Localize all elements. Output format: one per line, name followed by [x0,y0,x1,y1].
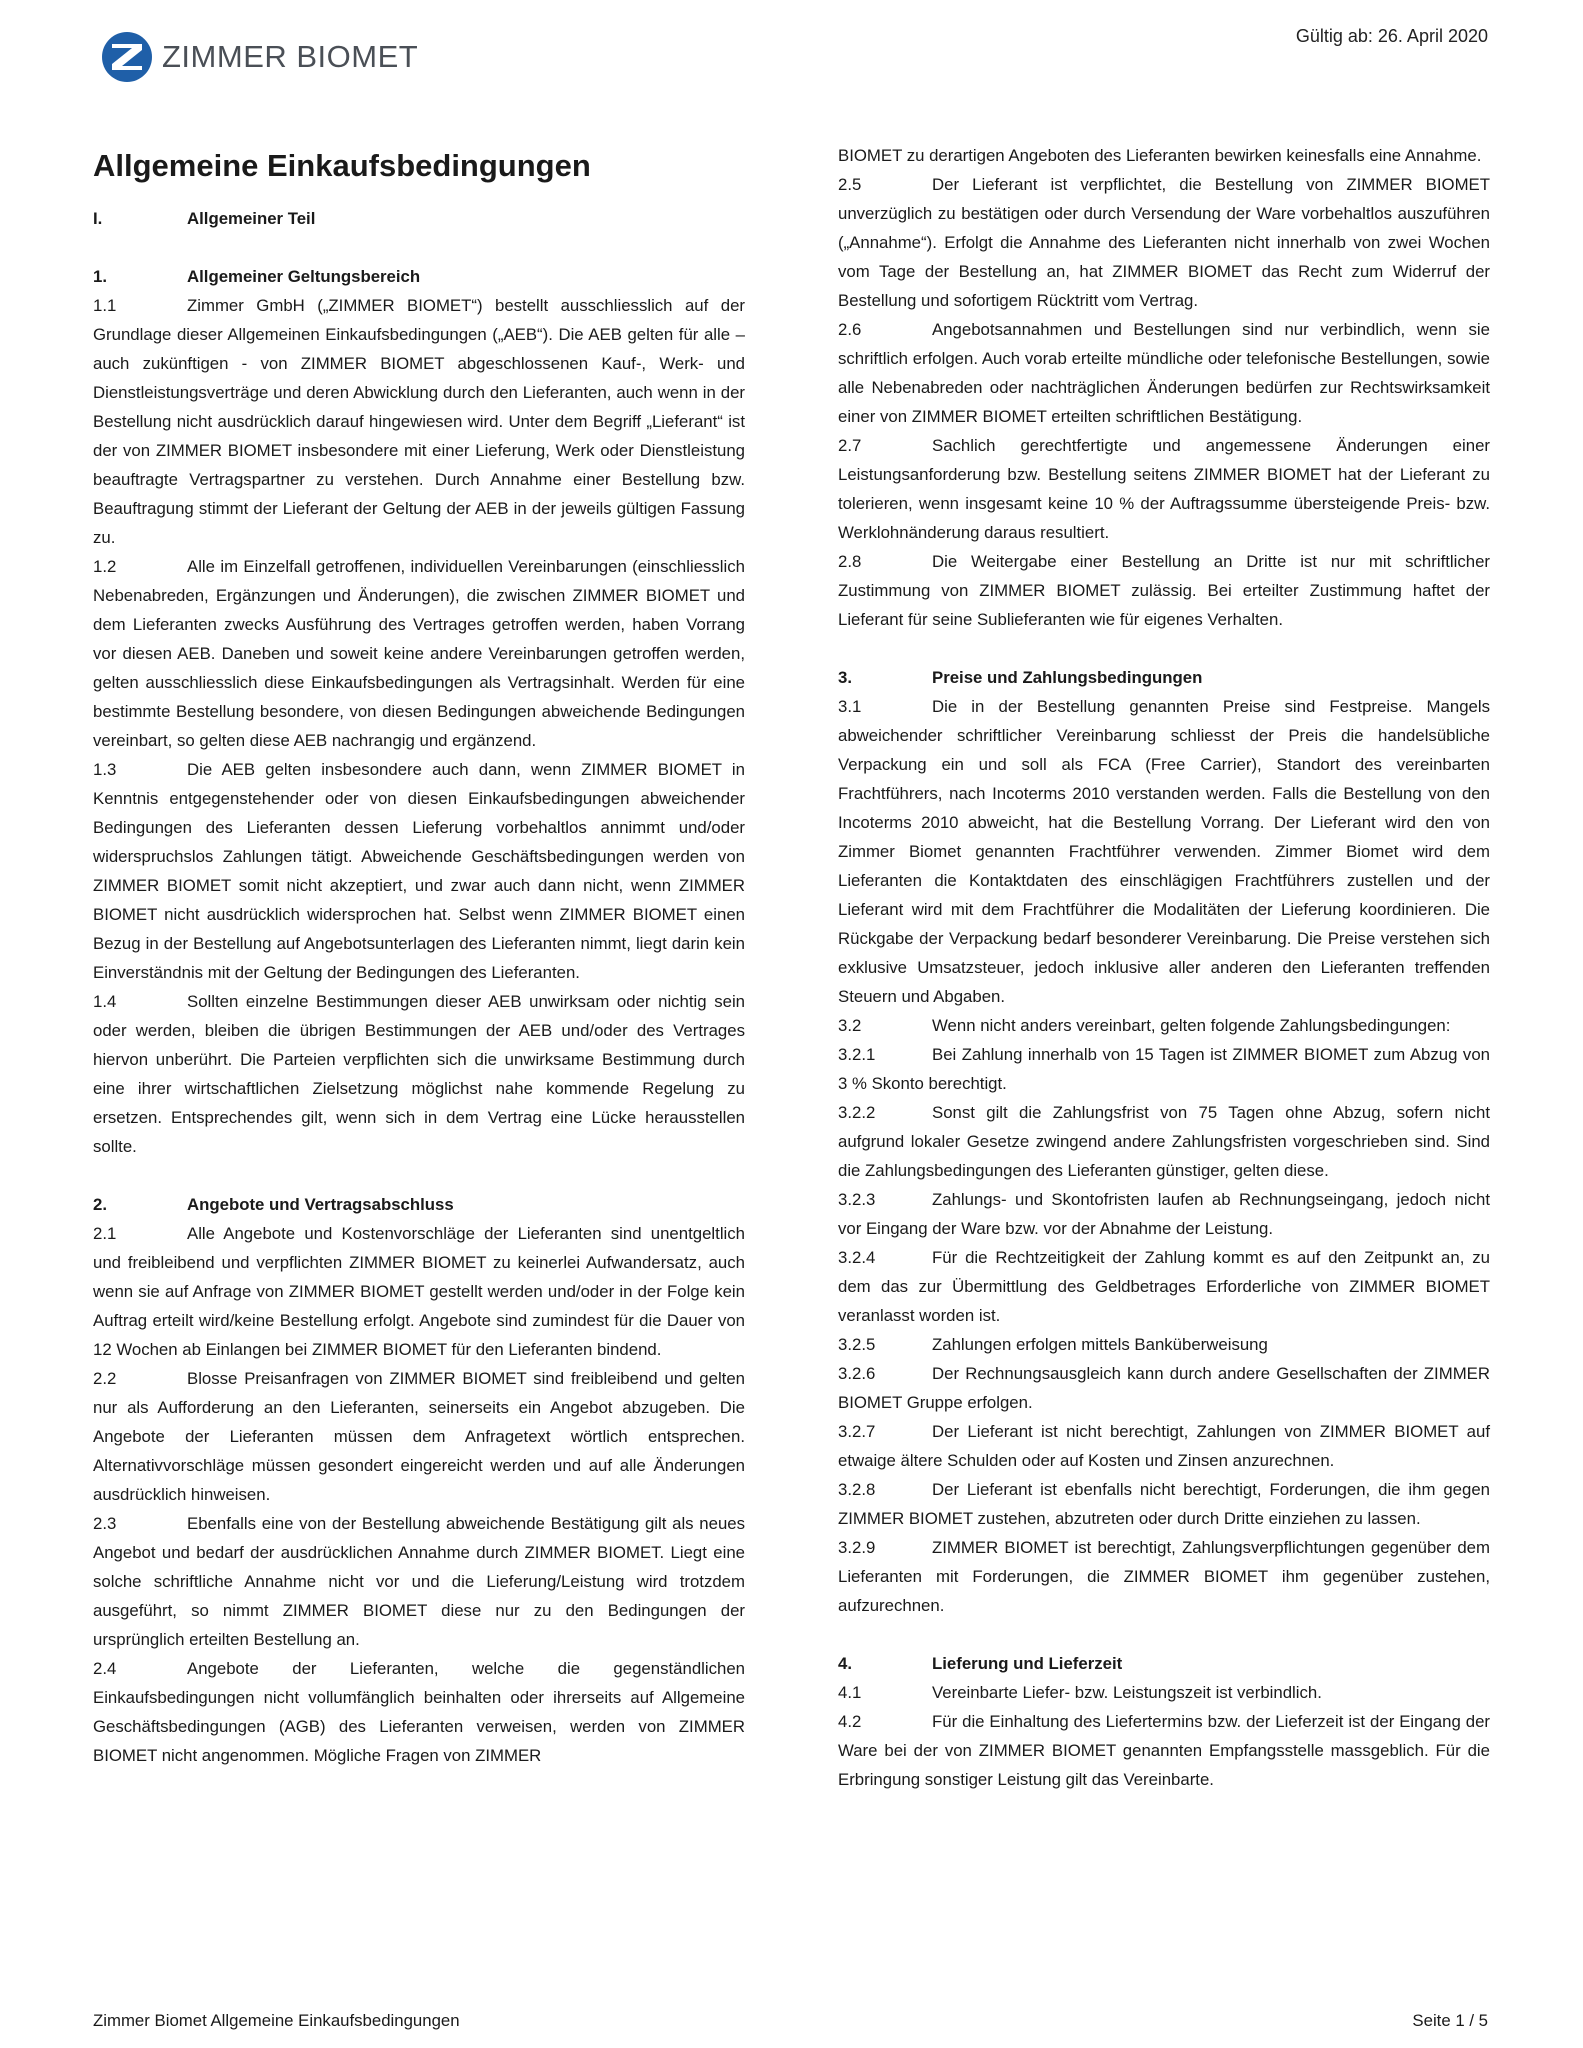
clause-paragraph [838,141,1490,170]
clause-paragraph [93,987,745,1161]
clause-paragraph [93,552,745,755]
clause-number: 4.1 [838,1683,862,1702]
clause-text: Blosse Preisanfragen von ZIMMER BIOMET sind freibleibend und gelten nur als Aufforderung an den Lieferanten, seinerseits ein Angebot abzugeben. Die Angebote der Lieferanten müssen dem Anfragetext wörtlich entsprechen. Alternativvorschläge müssen gesondert eingereicht werden und auf alle Änderungen ausdrücklich hinweisen. [93,1369,745,1504]
clause-text: Sollten einzelne Bestimmungen dieser AEB unwirksam oder nichtig sein oder werden, bleiben die übrigen Bestimmungen der AEB und/oder des Vertrages hiervon unberührt. Die Parteien verpflichten sich die unwirksame Bestimmung durch eine ihrer wirtschaftlichen Zielsetzung möglichst nahe kommende Regelung zu ersetzen. Entsprechendes gilt, wenn sich in dem Vertrag eine Lücke herausstellen sollte. [93,992,745,1156]
clause-text: Ebenfalls eine von der Bestellung abweichende Bestätigung gilt als neues Angebot und bedarf der ausdrücklichen Annahme durch ZIMMER BIOMET. Liegt eine solche schriftliche Annahme nicht vor und die Lieferung/Leistung wird trotzdem ausgeführt, so nimmt ZIMMER BIOMET diese nur zu den Bedingungen der ursprünglich erteilten Bestellung an. [93,1514,745,1649]
clause-paragraph [838,1359,1490,1417]
clause-text: Lieferung und Lieferzeit [932,1654,1123,1673]
section-heading [838,663,1490,692]
clause-number: 4. [838,1654,852,1673]
clause-paragraph [93,1509,745,1654]
clause-text: Bei Zahlung innerhalb von 15 Tagen ist ZIMMER BIOMET zum Abzug von 3 % Skonto berechtigt. [838,1045,1490,1093]
left-column [93,138,745,1770]
clause-paragraph [838,1330,1490,1359]
clause-number: 3.2.1 [838,1045,876,1064]
clause-number: 3.2.5 [838,1335,876,1354]
clause-number: 2.4 [93,1659,117,1678]
spacer [93,233,745,262]
clause-number: 1. [93,267,107,286]
zimmer-biomet-logo-icon [100,30,154,84]
clause-number: 2.5 [838,175,862,194]
clause-text: Wenn nicht anders vereinbart, gelten folgende Zahlungsbedingungen: [932,1016,1451,1035]
clause-paragraph [838,1678,1490,1707]
clause-paragraph [838,1243,1490,1330]
clause-paragraph [93,1364,745,1509]
clause-text: Der Lieferant ist nicht berechtigt, Zahlungen von ZIMMER BIOMET auf etwaige ältere Schulden oder auf Kosten und Zinsen anzurechnen. [838,1422,1490,1470]
clause-paragraph [838,547,1490,634]
clause-text: Die Weitergabe einer Bestellung an Dritte ist nur mit schriftlicher Zustimmung von ZIMMER BIOMET zulässig. Bei erteilter Zustimmung haftet der Lieferant für seine Sublieferanten wie für eigenes Verhalten. [838,552,1490,629]
spacer [838,634,1490,663]
clause-number: 2.7 [838,436,862,455]
logo-text: ZIMMER BIOMET [162,39,419,74]
clause-text: Zahlungs- und Skontofristen laufen ab Rechnungseingang, jedoch nicht vor Eingang der Ware bzw. vor der Abnahme der Leistung. [838,1190,1490,1238]
clause-number: 3.2.4 [838,1248,876,1267]
clause-paragraph [838,692,1490,1011]
document-title: Allgemeine Einkaufsbedingungen [93,148,591,183]
section-heading [93,262,745,291]
clause-paragraph [838,1185,1490,1243]
footer-document-name: Zimmer Biomet Allgemeine Einkaufsbedingungen [93,2011,460,2030]
clause-text: BIOMET zu derartigen Angeboten des Lieferanten bewirken keinesfalls eine Annahme. [838,146,1482,165]
left-column-content [93,204,745,1770]
clause-number: 4.2 [838,1712,862,1731]
clause-paragraph [93,755,745,987]
clause-paragraph [838,1011,1490,1040]
clause-paragraph [93,291,745,552]
clause-paragraph [838,1417,1490,1475]
section-heading [93,1190,745,1219]
clause-paragraph [838,1707,1490,1794]
clause-number: 1.3 [93,760,117,779]
clause-paragraph [838,170,1490,315]
clause-text: Vereinbarte Liefer- bzw. Leistungszeit ist verbindlich. [932,1683,1322,1702]
spacer [838,1620,1490,1649]
spacer [93,1161,745,1190]
clause-paragraph [838,1533,1490,1620]
company-logo [100,30,418,84]
clause-number: 2.6 [838,320,862,339]
clause-text: Der Lieferant ist ebenfalls nicht berechtigt, Forderungen, die ihm gegen ZIMMER BIOMET zustehen, abzutreten oder durch Dritte einziehen zu lassen. [838,1480,1490,1528]
clause-text: Alle Angebote und Kostenvorschläge der Lieferanten sind unentgeltlich und freibleibend und verpflichten ZIMMER BIOMET zu keinerlei Aufwandersatz, auch wenn sie auf Anfrage von ZIMMER BIOMET gestellt werden und/oder in der Folge kein Auftrag erteilt wird/keine Bestellung erfolgt. Angebote sind zumindest für die Dauer von 12 Wochen ab Einlangen bei ZIMMER BIOMET für den Lieferanten bindend. [93,1224,745,1359]
clause-text: Angebote und Vertragsabschluss [187,1195,454,1214]
clause-text: Der Lieferant ist verpflichtet, die Bestellung von ZIMMER BIOMET unverzüglich zu bestätigen oder durch Versendung der Ware vorbehaltlos auszuführen („Annahme“). Erfolgt die Annahme des Lieferanten nicht innerhalb von zwei Wochen vom Tage der Bestellung an, hat ZIMMER BIOMET das Recht zum Widerruf der Bestellung und sofortigem Rücktritt vom Vertrag. [838,175,1490,310]
clause-paragraph [93,1219,745,1364]
clause-text: ZIMMER BIOMET ist berechtigt, Zahlungsverpflichtungen gegenüber dem Lieferanten mit Forderungen, die ZIMMER BIOMET ihm gegenüber zustehen, aufzurechnen. [838,1538,1490,1615]
clause-paragraph [838,431,1490,547]
clause-paragraph [838,1098,1490,1185]
clause-number: 2.1 [93,1224,117,1243]
clause-number: 3.2.6 [838,1364,876,1383]
clause-paragraph [838,315,1490,431]
right-column-content [838,141,1490,1794]
clause-text: Zahlungen erfolgen mittels Banküberweisung [932,1335,1268,1354]
clause-paragraph [93,1654,745,1770]
clause-number: 1.1 [93,296,117,315]
clause-number: 1.2 [93,557,117,576]
clause-text: Die in der Bestellung genannten Preise sind Festpreise. Mangels abweichender schriftlicher Vereinbarung schliesst der Preis die handelsübliche Verpackung ein und soll als FCA (Free Carrier), Standort des vereinbarten Frachtführers, nach Incoterms 2010 verstanden werden. Falls die Bestellung von den Incoterms 2010 abweicht, hat die Bestellung Vorrang. Der Lieferant wird den von Zimmer Biomet genannten Frachtführer verwenden. Zimmer Biomet wird dem Lieferanten die Kontaktdaten des einschlägigen Frachtführers zustellen und der Lieferant wird mit dem Frachtführer die Modalitäten der Lieferung koordinieren. Die Rückgabe der Verpackung bedarf besonderer Vereinbarung. Die Preise verstehen sich exklusive Umsatzsteuer, jedoch inklusive aller anderen den Lieferanten treffenden Steuern und Abgaben. [838,697,1490,1006]
clause-number: 3.1 [838,697,862,716]
clause-text: Der Rechnungsausgleich kann durch andere Gesellschaften der ZIMMER BIOMET Gruppe erfolgen. [838,1364,1490,1412]
clause-text: Allgemeiner Geltungsbereich [187,267,421,286]
clause-number: 2.3 [93,1514,117,1533]
clause-number: 2.2 [93,1369,117,1388]
clause-number: 3.2 [838,1016,862,1035]
clause-text: Für die Einhaltung des Liefertermins bzw. der Lieferzeit ist der Eingang der Ware bei der von ZIMMER BIOMET genannten Empfangsstelle massgeblich. Für die Erbringung sonstiger Leistung gilt das Vereinbarte. [838,1712,1490,1789]
valid-from-date: Gültig ab: 26. April 2020 [1295,26,1488,46]
clause-text: Die AEB gelten insbesondere auch dann, wenn ZIMMER BIOMET in Kenntnis entgegenstehender oder von diesen Einkaufsbedingungen abweichender Bedingungen des Lieferanten dessen Lieferung vorbehaltlos annimmt und/oder widerspruchslos Zahlungen tätigt. Abweichende Geschäftsbedingungen werden von ZIMMER BIOMET somit nicht akzeptiert, und zwar auch dann nicht, wenn ZIMMER BIOMET nicht ausdrücklich widersprochen hat. Selbst wenn ZIMMER BIOMET einen Bezug in der Bestellung auf Angebotsunterlagen des Lieferanten nimmt, liegt darin kein Einverständnis mit der Geltung der Bedingungen des Lieferanten. [93,760,745,982]
clause-number: 3.2.7 [838,1422,876,1441]
clause-number: 1.4 [93,992,117,1011]
clause-text: Sachlich gerechtfertigte und angemessene Änderungen einer Leistungsanforderung bzw. Bestellung seitens ZIMMER BIOMET hat der Lieferant zu tolerieren, wenn insgesamt keine 10 % der Auftragssumme übersteigende Preis- bzw. Werklohnänderung daraus resultiert. [838,436,1490,542]
footer-page-number: Seite 1 / 5 [1412,2011,1488,2030]
clause-number: 3.2.2 [838,1103,876,1122]
clause-number: 2. [93,1195,107,1214]
clause-text: Für die Rechtzeitigkeit der Zahlung kommt es auf den Zeitpunkt an, zu dem das zur Übermittlung des Geldbetrages Erforderliche von ZIMMER BIOMET veranlasst worden ist. [838,1248,1490,1325]
clause-text: Angebote der Lieferanten, welche die gegenständlichen Einkaufsbedingungen nicht vollumfänglich beinhalten oder ihrerseits auf Allgemeine Geschäftsbedingungen (AGB) des Lieferanten verweisen, werden von ZIMMER BIOMET nicht angenommen. Mögliche Fragen von ZIMMER [93,1659,745,1765]
clause-number: 3.2.3 [838,1190,876,1209]
clause-number: 3.2.8 [838,1480,876,1499]
clause-text: Allgemeiner Teil [187,209,316,228]
clause-text: Sonst gilt die Zahlungsfrist von 75 Tagen ohne Abzug, sofern nicht aufgrund lokaler Gesetze zwingend andere Zahlungsfristen vorgeschrieben sind. Sind die Zahlungsbedingungen des Lieferanten günstiger, gelten diese. [838,1103,1490,1180]
clause-paragraph [838,1475,1490,1533]
clause-text: Angebotsannahmen und Bestellungen sind nur verbindlich, wenn sie schriftlich erfolgen. Auch vorab erteilte mündliche oder telefonische Bestellungen, sowie alle Nebenabreden oder nachträglichen Änderungen bedürfen zur Rechtswirksamkeit einer von ZIMMER BIOMET erteilten schriftlichen Bestätigung. [838,320,1490,426]
clause-text: Zimmer GmbH („ZIMMER BIOMET“) bestellt ausschliesslich auf der Grundlage dieser Allgemeinen Einkaufsbedingungen („AEB“). Die AEB gelten für alle – auch zukünftigen - von ZIMMER BIOMET abgeschlossenen Kauf-, Werk- und Dienstleistungsverträge und deren Abwicklung durch den Lieferanten, auch wenn in der Bestellung nicht ausdrücklich darauf hingewiesen wird. Unter dem Begriff „Lieferant“ ist der von ZIMMER BIOMET insbesondere mit einer Lieferung, Werk oder Dienstleistung beauftragte Vertragspartner zu verstehen. Durch Annahme einer Bestellung bzw. Beauftragung stimmt der Lieferant der Geltung der AEB in der jeweils gültigen Fassung zu. [93,296,745,547]
section-heading [93,204,745,233]
clause-number: 2.8 [838,552,862,571]
clause-text: Preise und Zahlungsbedingungen [932,668,1203,687]
right-column [838,141,1490,1794]
section-heading [838,1649,1490,1678]
clause-number: 3.2.9 [838,1538,876,1557]
clause-text: Alle im Einzelfall getroffenen, individuellen Vereinbarungen (einschliesslich Nebenabreden, Ergänzungen und Änderungen), die zwischen ZIMMER BIOMET und dem Lieferanten zwecks Ausführung des Vertrages getroffen werden, haben Vorrang vor diesen AEB. Daneben und soweit keine andere Vereinbarungen getroffen werden, gelten ausschliesslich diese Einkaufsbedingungen als Vertragsinhalt. Werden für eine bestimmte Bestellung besondere, von diesen Bedingungen abweichende Bedingungen vereinbart, so gelten diese AEB nachrangig und ergänzend. [93,557,745,750]
clause-number: I. [93,209,103,228]
clause-number: 3. [838,668,852,687]
clause-paragraph [838,1040,1490,1098]
